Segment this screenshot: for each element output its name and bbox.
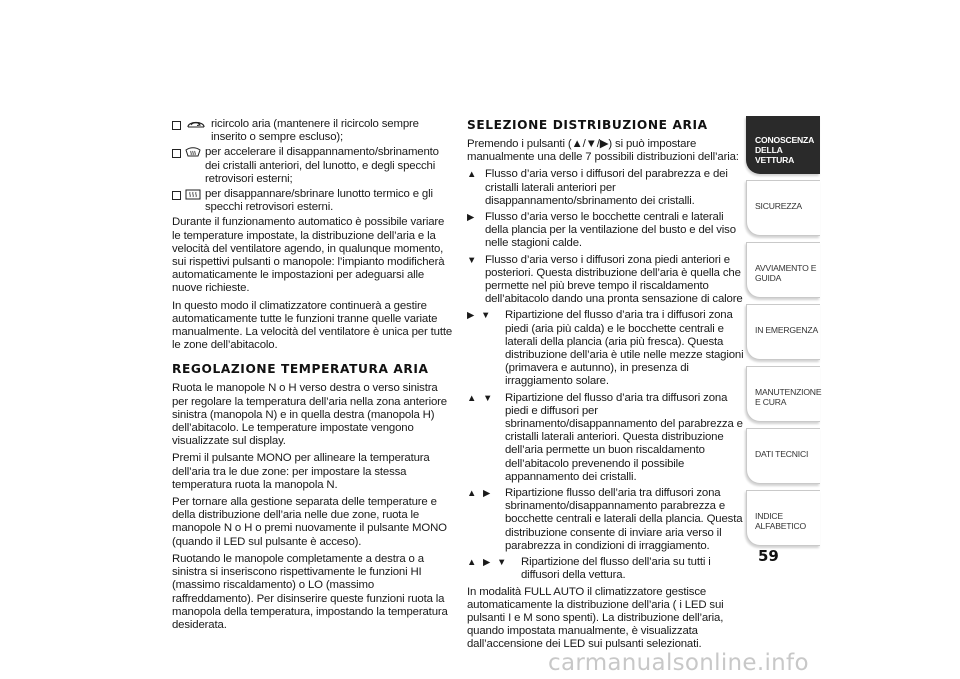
distribution-item bbox=[467, 556, 747, 582]
tab-label: INDICE ALFABETICO bbox=[755, 511, 807, 531]
distribution-item bbox=[467, 211, 747, 251]
arrow-up-right-down-icon: ▲ ▶ ▼ bbox=[467, 557, 509, 569]
heading-air-distribution: SELEZIONE DISTRIBUZIONE ARIA bbox=[467, 118, 708, 132]
arrow-right-icon: ▶ bbox=[467, 212, 477, 224]
arrow-right-down-icon: ▶ ▼ bbox=[467, 310, 493, 322]
arrow-up-right-icon: ▲ ▶ bbox=[467, 488, 493, 500]
tab-label: SICUREZZA bbox=[755, 201, 802, 211]
bullet-recirculation bbox=[172, 118, 454, 144]
tab-dati-tecnici[interactable] bbox=[746, 428, 820, 484]
tab-in-emergenza[interactable] bbox=[746, 304, 820, 360]
distribution-text: Flusso d’aria verso le bocchette centrali e laterali della plancia per la ventilazione del busto e del viso nelle stagioni calde. bbox=[485, 211, 736, 250]
bullet-text: per accelerare il disappannamento/sbrinamento dei cristalli anteriori, del lunotto, e degli specchi retrovisori esterni; bbox=[205, 146, 439, 185]
distribution-item bbox=[467, 309, 747, 388]
distribution-item bbox=[467, 168, 747, 208]
paragraph-auto-mode: Durante il funzionamento automatico è possibile variare le temperature impostate, la distribuzione dell’aria e la velocità del ventilatore agendo, in qualunque momento, sui rispettivi pulsanti o manopole: l’impianto modificherà automaticamente le impostazioni per adeguarsi alle nuove richieste. bbox=[172, 216, 445, 295]
tab-avviamento-e-guida[interactable] bbox=[746, 242, 820, 298]
paragraph-temperature-knobs: Ruota le manopole N o H verso destra o verso sinistra per regolare la temperatura dell’aria nella zona anteriore sinistra (manopola N) e in quella destra (manopola H) dell’abitacolo. Le temperature impostate vengono visualizzate sul display. bbox=[172, 382, 447, 448]
arrow-down-icon: ▼ bbox=[467, 254, 479, 266]
paragraph-distribution-intro: Premendo i pulsanti (▲/▼/▶) si può impostare manualmente una delle 7 possibili distribuzioni dell’aria: bbox=[467, 138, 739, 164]
recirculation-icon bbox=[185, 119, 207, 130]
distribution-text: Ripartizione del flusso dell’aria su tutti i diffusori della vettura. bbox=[521, 556, 711, 582]
bullet-rear-defrost bbox=[172, 188, 454, 214]
tab-label: AVVIAMENTO E GUIDA bbox=[755, 263, 817, 283]
chapter-tabs bbox=[746, 116, 820, 552]
rear-defrost-icon bbox=[185, 189, 201, 200]
checkbox-square-icon bbox=[172, 191, 181, 200]
tab-sicurezza[interactable] bbox=[746, 180, 820, 236]
paragraph-full-auto: In modalità FULL AUTO il climatizzatore gestisce automaticamente la distribuzione dell’aria ( i LED sui pulsanti I e M sono spenti). La distribuzione dell’aria, quando impostata manualmente, è visualizzata dall’accensione dei LED sui pulsanti selezionati. bbox=[467, 585, 724, 651]
paragraph-mono-button: Premi il pulsante MONO per allineare la temperatura dell’aria tra le due zone: per impostare la stessa temperatura ruota la manopola N. bbox=[172, 452, 430, 491]
distribution-text: Flusso d’aria verso i diffusori del parabrezza e dei cristalli laterali anteriori per disappannamento/sbrinamento dei cristalli. bbox=[485, 168, 728, 207]
bullet-front-defrost bbox=[172, 146, 454, 186]
paragraph-manual-functions: In questo modo il climatizzatore continuerà a gestire automaticamente tutte le funzioni tranne quelle variate manualmente. La velocità del ventilatore è unica per tutte le zone dell’abitacolo. bbox=[172, 299, 453, 352]
distribution-text: Ripartizione flusso dell’aria tra diffusori zona sbrinamento/disappannamento parabrezza e bocchette centrali e laterali della plancia. Questa distribuzione consente di inviare aria verso il parabrezza in condizioni di irraggiamento. bbox=[505, 487, 743, 552]
distribution-item bbox=[467, 254, 747, 307]
checkbox-square-icon bbox=[172, 121, 181, 130]
tab-label: IN EMERGENZA bbox=[755, 325, 819, 335]
left-column bbox=[172, 118, 454, 636]
distribution-item bbox=[467, 487, 747, 553]
arrow-up-down-icon: ▲ ▼ bbox=[467, 392, 495, 404]
arrow-up-icon: ▲ bbox=[467, 169, 479, 181]
tab-indice-alfabetico[interactable] bbox=[746, 490, 820, 546]
right-column bbox=[467, 118, 747, 656]
paragraph-separate-zones: Per tornare alla gestione separata delle temperature e della distribuzione dell’aria nelle due zone, ruota le manopole N o H o premi nuovamente il pulsante MONO (quando il LED sul pulsante è acceso). bbox=[172, 496, 447, 548]
tab-label: MANUTENZIONE E CURA bbox=[755, 387, 822, 407]
checkbox-square-icon bbox=[172, 149, 181, 158]
tab-label: CONOSCENZA DELLA VETTURA bbox=[755, 135, 814, 165]
page-number: 59 bbox=[758, 547, 779, 565]
bullet-text: per disappannare/sbrinare lunotto termico e gli specchi retrovisori esterni. bbox=[205, 188, 433, 214]
tab-label: DATI TECNICI bbox=[755, 449, 809, 459]
distribution-text: Flusso d’aria verso i diffusori zona piedi anteriori e posteriori. Questa distribuzione dell’aria è quella che permette nel più breve tempo il riscaldamento dell’abitacolo dando una pronta sensazione di calore bbox=[485, 253, 743, 306]
tab-conoscenza-della-vettura[interactable] bbox=[746, 116, 820, 174]
bullet-text: ricircolo aria (mantenere il ricircolo sempre inserito o sempre escluso); bbox=[211, 118, 419, 144]
distribution-text: Ripartizione del flusso d’aria tra diffusori zona piedi e diffusori per sbrinamento/disappannamento del parabrezza e cristalli laterali anteriori. Questa distribuzione dell’aria permette un buon riscaldamento dell’abitacolo prevenendo il possibile appannamento dei cristalli. bbox=[505, 391, 743, 483]
paragraph-hi-lo: Ruotando le manopole completamente a destra o a sinistra si inseriscono rispettivamente le funzioni HI (massimo riscaldamento) o LO (massimo raffreddamento). Per disinserire queste funzioni ruota la manopola della temperatura, impostando la temperatura desiderata. bbox=[172, 552, 448, 631]
distribution-item bbox=[467, 392, 747, 484]
watermark: carmanualsonline.info bbox=[548, 650, 809, 676]
heading-temperature-regulation: REGOLAZIONE TEMPERATURA ARIA bbox=[172, 362, 429, 377]
front-defrost-icon bbox=[185, 147, 201, 158]
tab-manutenzione-e-cura[interactable] bbox=[746, 366, 820, 422]
distribution-text: Ripartizione del flusso d’aria tra i diffusori zona piedi (aria più calda) e le bocchette centrali e laterali della plancia (aria più fresca). Questa distribuzione dell’aria è utile nelle mezze stagioni (primavera e autunno), in presenza di irraggiamento solare. bbox=[505, 309, 744, 388]
